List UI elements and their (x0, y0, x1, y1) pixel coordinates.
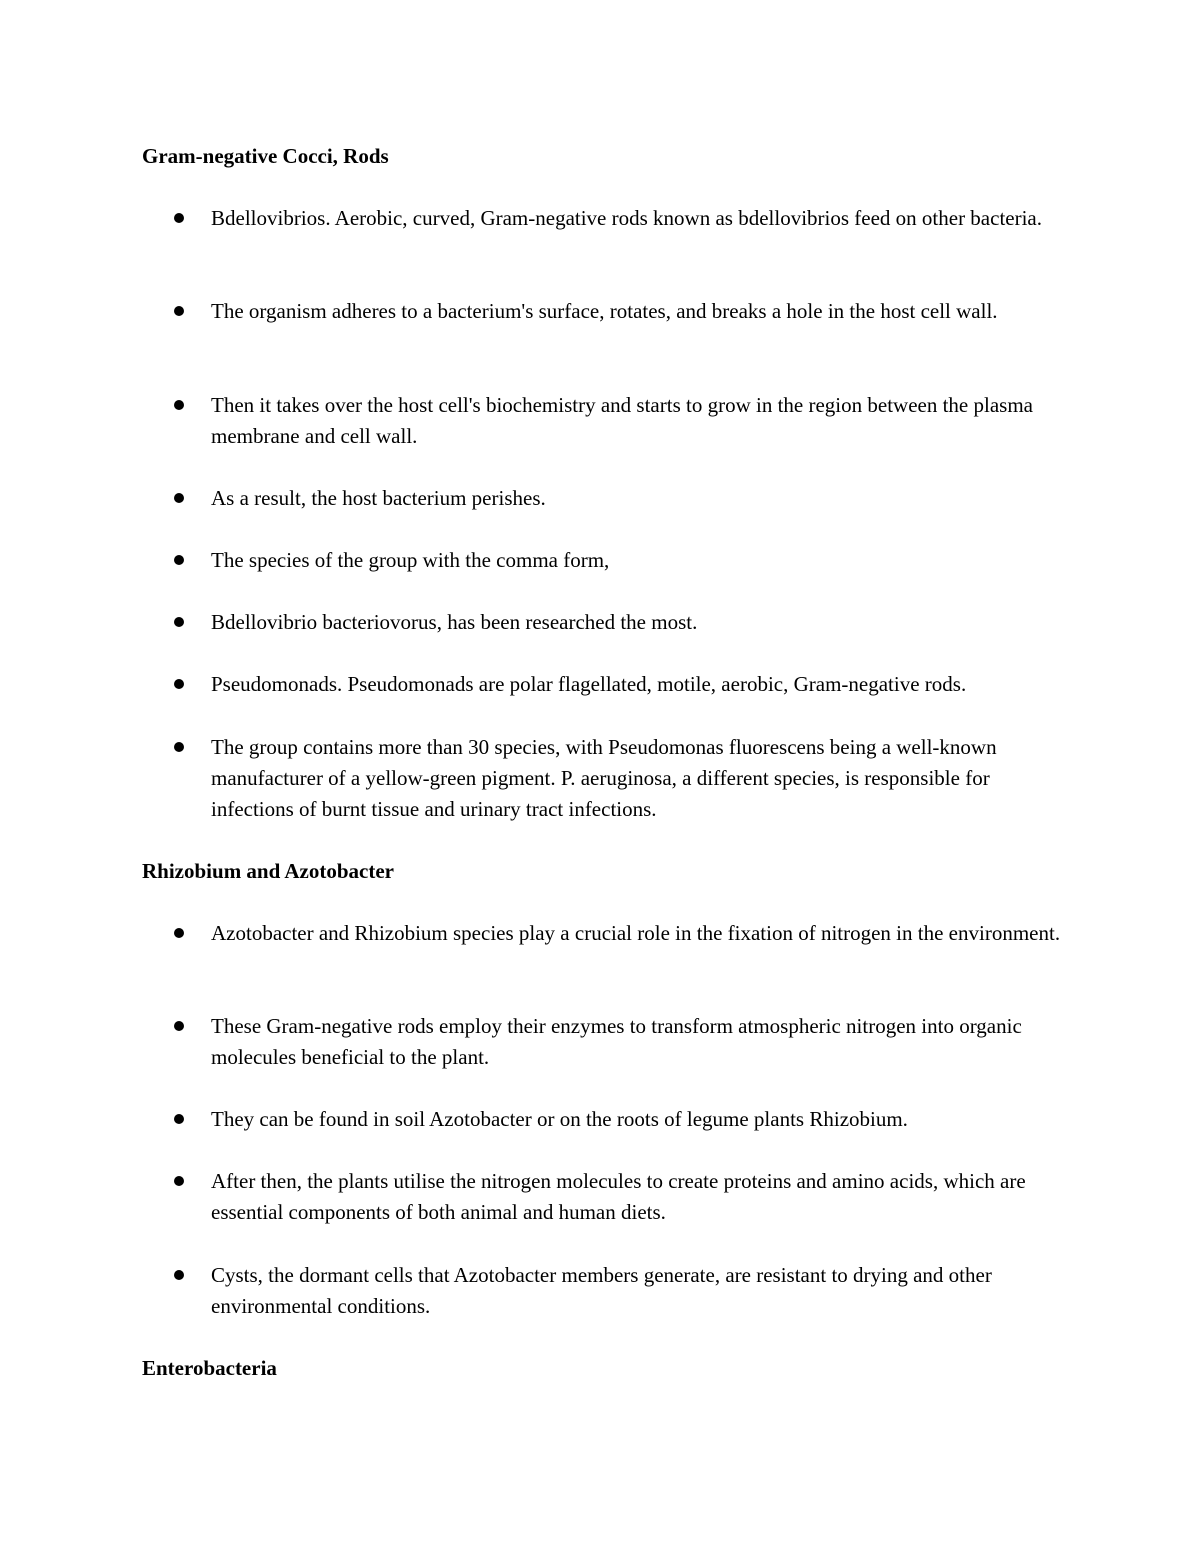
bullet-icon (174, 213, 184, 223)
list-item: These Gram-negative rods employ their enzymes to transform atmospheric nitrogen into organic molecules beneficial to the plant. (211, 1014, 1022, 1069)
bullet-icon (174, 400, 184, 410)
bullet-icon (174, 555, 184, 565)
list-item: The group contains more than 30 species, with Pseudomonas fluorescens being a well-known manufacturer of a yellow-green pigment. P. aeruginosa, a different species, is responsible for infections of burnt tissue and urinary tract infections. (211, 735, 997, 821)
list-item: Azotobacter and Rhizobium species play a crucial role in the fixation of nitrogen in the environment. (211, 921, 1061, 945)
list-item: The species of the group with the comma form, (211, 548, 610, 572)
bullet-icon (174, 928, 184, 938)
bullet-icon (174, 1176, 184, 1186)
bullet-icon (174, 1021, 184, 1031)
list-item: Pseudomonads. Pseudomonads are polar flagellated, motile, aerobic, Gram-negative rods. (211, 672, 967, 696)
list-item: After then, the plants utilise the nitrogen molecules to create proteins and amino acids, which are essential components of both animal and human diets. (211, 1169, 1026, 1224)
bullet-icon (174, 617, 184, 627)
bullet-icon (174, 1270, 184, 1280)
section-heading-enterobacteria: Enterobacteria (142, 1356, 277, 1380)
section-heading-gram-negative: Gram-negative Cocci, Rods (142, 144, 389, 168)
bullet-icon (174, 1114, 184, 1124)
bullet-icon (174, 679, 184, 689)
list-item: As a result, the host bacterium perishes. (211, 486, 546, 510)
section-heading-rhizobium: Rhizobium and Azotobacter (142, 859, 394, 883)
bullet-icon (174, 493, 184, 503)
list-item: They can be found in soil Azotobacter or on the roots of legume plants Rhizobium. (211, 1107, 908, 1131)
list-item: The organism adheres to a bacterium's surface, rotates, and breaks a hole in the host cell wall. (211, 299, 998, 323)
bullet-icon (174, 742, 184, 752)
list-item: Bdellovibrios. Aerobic, curved, Gram-negative rods known as bdellovibrios feed on other bacteria. (211, 206, 1043, 230)
list-item: Bdellovibrio bacteriovorus, has been researched the most. (211, 610, 698, 634)
bullet-icon (174, 306, 184, 316)
list-item: Cysts, the dormant cells that Azotobacter members generate, are resistant to drying and other environmental conditions. (211, 1263, 992, 1318)
list-item: Then it takes over the host cell's biochemistry and starts to grow in the region between the plasma membrane and cell wall. (211, 393, 1033, 448)
